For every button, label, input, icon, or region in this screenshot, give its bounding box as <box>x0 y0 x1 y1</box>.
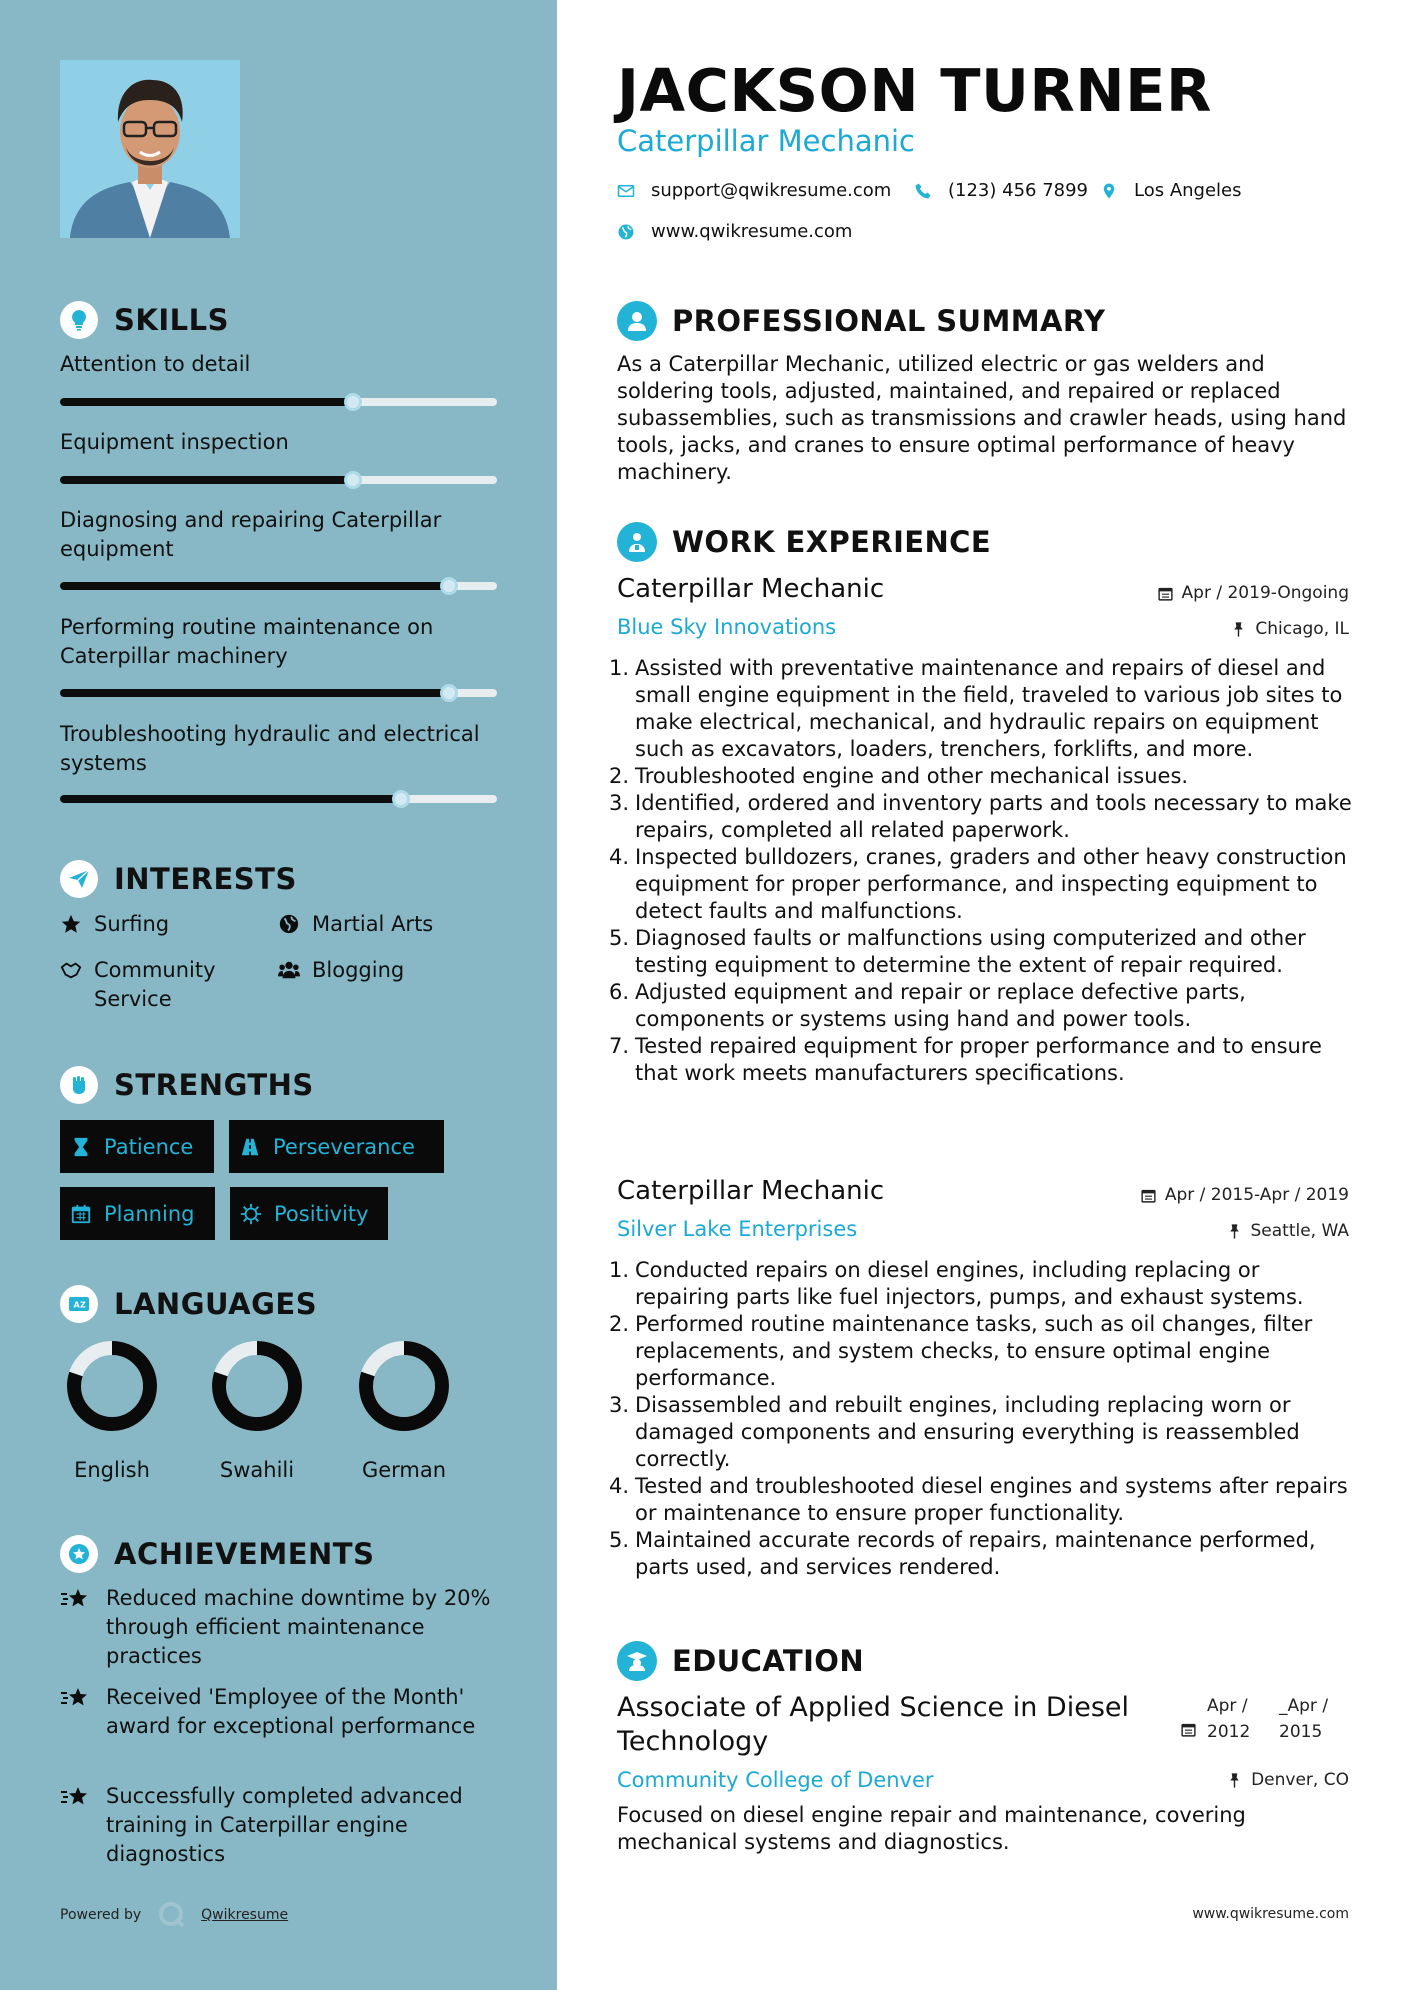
duty-text: Identified, ordered and inventory parts and tools necessary to make repairs, completed all related paperwork. <box>635 791 1352 842</box>
skill-label: Diagnosing and repairing Caterpillar equipment <box>60 508 442 561</box>
skills-title: SKILLS <box>114 303 229 337</box>
achievements-title: ACHIEVEMENTS <box>114 1537 375 1571</box>
education-end-year: 2015 <box>1279 1722 1323 1742</box>
experience-heading <box>617 522 991 562</box>
skills-heading <box>60 301 229 339</box>
duty-text: Conducted repairs on diesel engines, including replacing or repairing parts like fuel injectors, pumps, and exhaust systems. <box>635 1258 1304 1309</box>
location-text: Los Angeles <box>1134 180 1242 201</box>
job-location-text: Chicago, IL <box>1255 619 1349 639</box>
svg-text:A: A <box>73 1300 80 1310</box>
job-title: Caterpillar Mechanic <box>617 1176 885 1206</box>
language-item <box>57 1338 167 1482</box>
contact-location <box>1100 180 1242 201</box>
duty-item <box>609 763 1357 790</box>
duty-item <box>609 844 1357 925</box>
skill-bar-fill <box>60 476 353 484</box>
phone-icon <box>914 182 932 200</box>
interest-item <box>60 910 169 939</box>
duty-item <box>609 979 1357 1033</box>
education-end-month: _Apr / <box>1279 1696 1329 1716</box>
duty-number: 5. <box>609 926 630 950</box>
achievement-item <box>60 1683 510 1741</box>
website-text: www.qwikresume.com <box>651 221 853 242</box>
duty-text: Disassembled and rebuilt engines, including replacing worn or damaged components and ensuring everything is reassembled correctly. <box>635 1393 1300 1471</box>
duty-text: Tested and troubleshooted diesel engines and systems after repairs or maintenance to ensure proper functionality. <box>635 1474 1348 1525</box>
trophy-star-icon <box>60 1586 90 1612</box>
globe-icon <box>617 223 635 241</box>
star-icon <box>60 913 82 935</box>
sun-icon <box>240 1203 262 1225</box>
duty-text: Performed routine maintenance tasks, such as oil changes, filter replacements, and system checks, to ensure optimal engine performance. <box>635 1312 1313 1390</box>
interest-label: Surfing <box>94 912 170 936</box>
education-degree: Associate of Applied Science in Diesel Technology <box>617 1692 1130 1757</box>
achievement-text: Reduced machine downtime by 20% through efficient maintenance practices <box>106 1586 491 1668</box>
map-pin-icon <box>1100 182 1118 200</box>
duty-item <box>609 1392 1357 1473</box>
candidate-name: JACKSON TURNER <box>617 56 1212 125</box>
achievement-item <box>60 1584 510 1671</box>
strength-badge <box>229 1120 444 1173</box>
calendar-icon <box>70 1203 92 1225</box>
duty-text: Troubleshooted engine and other mechanical issues. <box>635 764 1189 788</box>
education-location <box>1226 1770 1349 1790</box>
strength-badge <box>60 1120 214 1173</box>
duty-text: Diagnosed faults or malfunctions using computerized and other testing equipment to determine the extent of repair required. <box>635 926 1306 977</box>
duty-number: 1. <box>609 656 630 680</box>
education-heading <box>617 1641 864 1681</box>
duty-item <box>609 1257 1357 1311</box>
globe-icon <box>278 913 300 935</box>
skill-bar-knob <box>344 393 362 411</box>
skill-bar-knob <box>344 471 362 489</box>
education-title: EDUCATION <box>672 1644 865 1678</box>
duty-text: Tested repaired equipment for proper performance and to ensure that work meets manufacturers specifications. <box>635 1034 1322 1085</box>
language-ring <box>356 1338 452 1434</box>
skill-label: Performing routine maintenance on Caterpillar machinery <box>60 615 434 668</box>
strength-label: Positivity <box>274 1201 369 1226</box>
skill-bar <box>60 398 497 406</box>
interest-label: Blogging <box>312 958 405 982</box>
job-duties <box>609 655 1357 1087</box>
trophy-star-icon <box>60 1685 90 1711</box>
duty-item <box>609 1527 1357 1581</box>
qwikresume-logo-icon <box>157 1900 187 1930</box>
duty-text: Assisted with preventative maintenance and repairs of diesel and small engine equipment in the field, traveled to various job sites to make electrical, mechanical, and hydraulic repairs on equipment such as excavators, loaders, trenchers, forklifts, and more. <box>635 656 1343 761</box>
duty-number: 2. <box>609 1312 630 1336</box>
fist-icon <box>60 1066 98 1104</box>
powered-by-label: Powered by <box>60 1907 142 1923</box>
language-ring <box>209 1338 305 1434</box>
education-end <box>1279 1693 1351 1745</box>
strength-label: Planning <box>104 1201 195 1226</box>
achievement-text: Received 'Employee of the Month' award for exceptional performance <box>106 1685 476 1738</box>
interest-item <box>60 956 250 1014</box>
skill-bar-knob <box>440 577 458 595</box>
achievement-item <box>60 1782 510 1869</box>
skill-bar-fill <box>60 398 353 406</box>
skill-label: Troubleshooting hydraulic and electrical systems <box>60 722 480 775</box>
skill-bar-knob <box>440 684 458 702</box>
duty-item <box>609 925 1357 979</box>
interest-label: Martial Arts <box>312 912 434 936</box>
duty-number: 2. <box>609 764 630 788</box>
briefcase-user-icon <box>617 522 657 562</box>
interest-item <box>278 910 433 939</box>
skill-item <box>60 720 500 778</box>
translate-icon <box>60 1285 98 1323</box>
job-title: Caterpillar Mechanic <box>617 574 885 604</box>
qwikresume-link[interactable]: Qwikresume <box>201 1907 289 1923</box>
languages-title: LANGUAGES <box>114 1287 318 1321</box>
summary-text: As a Caterpillar Mechanic, utilized electric or gas welders and soldering tools, adjusted, maintained, and repaired or replaced subassemblies, such as transmissions and crawler heads, using hand tools, jacks, and cranes to ensure optimal performance of heavy machinery. <box>617 352 1347 484</box>
duty-number: 5. <box>609 1528 630 1552</box>
duty-item <box>609 1311 1357 1392</box>
education-dates <box>1180 1693 1351 1745</box>
star-badge-icon <box>60 1535 98 1573</box>
duty-item <box>609 1033 1357 1087</box>
language-label: English <box>74 1458 150 1482</box>
skill-bar <box>60 476 497 484</box>
skill-bar <box>60 582 497 590</box>
contact-phone[interactable] <box>914 180 1088 201</box>
education-start <box>1207 1693 1279 1745</box>
skill-bar <box>60 689 497 697</box>
summary-title: PROFESSIONAL SUMMARY <box>672 304 1106 338</box>
job-dates-text: Apr / 2015-Apr / 2019 <box>1164 1185 1349 1205</box>
duty-text: Adjusted equipment and repair or replace defective parts, components or systems using hand and power tools. <box>635 980 1246 1031</box>
skill-item <box>60 350 500 379</box>
contact-website[interactable] <box>617 221 852 242</box>
skill-item <box>60 506 500 564</box>
language-label: Swahili <box>219 1458 295 1482</box>
duty-number: 1. <box>609 1258 630 1282</box>
pushpin-icon <box>1226 1772 1243 1789</box>
calendar-icon <box>1180 1721 1197 1738</box>
calendar-icon <box>1140 1187 1157 1204</box>
job-dates <box>1140 1185 1349 1205</box>
pushpin-icon <box>1230 621 1247 638</box>
footer-url[interactable]: www.qwikresume.com <box>1192 1906 1349 1922</box>
calendar-icon <box>1157 585 1174 602</box>
education-location-text: Denver, CO <box>1251 1770 1349 1790</box>
email-text: support@qwikresume.com <box>651 180 892 201</box>
duty-number: 3. <box>609 1393 630 1417</box>
interests-title: INTERESTS <box>114 862 297 896</box>
education-start-year: 2012 <box>1207 1722 1251 1742</box>
language-label: German <box>361 1458 447 1482</box>
envelope-icon <box>617 182 635 200</box>
duty-text: Maintained accurate records of repairs, maintenance performed, parts used, and services rendered. <box>635 1528 1316 1579</box>
duty-item <box>609 1473 1357 1527</box>
duty-item <box>609 655 1357 763</box>
pushpin-icon <box>1226 1223 1243 1240</box>
skill-item <box>60 613 500 671</box>
skill-label: Attention to detail <box>60 352 251 376</box>
language-item <box>349 1338 459 1482</box>
lightbulb-icon <box>60 301 98 339</box>
powered-by <box>60 1900 288 1930</box>
duty-item <box>609 790 1357 844</box>
paper-plane-icon <box>60 860 98 898</box>
trophy-star-icon <box>60 1784 90 1810</box>
interests-heading <box>60 860 297 898</box>
strengths-heading <box>60 1066 314 1104</box>
duty-number: 4. <box>609 845 630 869</box>
skill-item <box>60 428 500 457</box>
contact-email[interactable] <box>617 180 891 201</box>
job-dates-text: Apr / 2019-Ongoing <box>1181 583 1349 603</box>
job-location <box>1226 1221 1350 1241</box>
duty-number: 6. <box>609 980 630 1004</box>
graduate-icon <box>617 1641 657 1681</box>
hourglass-icon <box>70 1136 92 1158</box>
users-icon <box>278 959 300 981</box>
job-company: Blue Sky Innovations <box>617 615 837 639</box>
sidebar <box>0 0 557 1990</box>
road-icon <box>239 1136 261 1158</box>
skill-bar-knob <box>392 790 410 808</box>
profile-photo <box>60 60 240 238</box>
strength-label: Perseverance <box>273 1134 415 1159</box>
svg-text:Z: Z <box>80 1300 86 1310</box>
language-ring <box>64 1338 160 1434</box>
skill-bar-fill <box>60 582 449 590</box>
interest-label: Community Service <box>94 958 216 1011</box>
duty-number: 7. <box>609 1034 630 1058</box>
strengths-title: STRENGTHS <box>114 1068 314 1102</box>
skill-label: Equipment inspection <box>60 430 289 454</box>
skill-bar-fill <box>60 689 449 697</box>
job-dates <box>1157 583 1349 603</box>
education-description: Focused on diesel engine repair and maintenance, covering mechanical systems and diagnostics. <box>617 1803 1246 1854</box>
strength-badge <box>230 1187 388 1240</box>
strength-label: Patience <box>104 1134 194 1159</box>
interest-item <box>278 956 404 985</box>
phone-text: (123) 456 7899 <box>948 180 1089 201</box>
skill-bar <box>60 795 497 803</box>
duty-text: Inspected bulldozers, cranes, graders and other heavy construction equipment for proper performance, and inspecting equipment to detect faults and malfunctions. <box>635 845 1347 923</box>
education-school: Community College of Denver <box>617 1768 934 1792</box>
achievement-text: Successfully completed advanced training in Caterpillar engine diagnostics <box>106 1784 463 1866</box>
languages-heading <box>60 1285 317 1323</box>
handshake-icon <box>60 959 82 981</box>
skill-bar-fill <box>60 795 401 803</box>
education-start-month: Apr / <box>1207 1696 1248 1716</box>
experience-title: WORK EXPERIENCE <box>672 525 992 559</box>
achievements-heading <box>60 1535 374 1573</box>
strength-badge <box>60 1187 215 1240</box>
candidate-job-title: Caterpillar Mechanic <box>617 124 915 158</box>
duty-number: 4. <box>609 1474 630 1498</box>
job-location <box>1230 619 1349 639</box>
language-item <box>202 1338 312 1482</box>
summary-heading <box>617 301 1105 341</box>
job-duties <box>609 1257 1357 1581</box>
job-location-text: Seattle, WA <box>1250 1221 1349 1241</box>
job-company: Silver Lake Enterprises <box>617 1217 858 1241</box>
user-icon <box>617 301 657 341</box>
duty-number: 3. <box>609 791 630 815</box>
